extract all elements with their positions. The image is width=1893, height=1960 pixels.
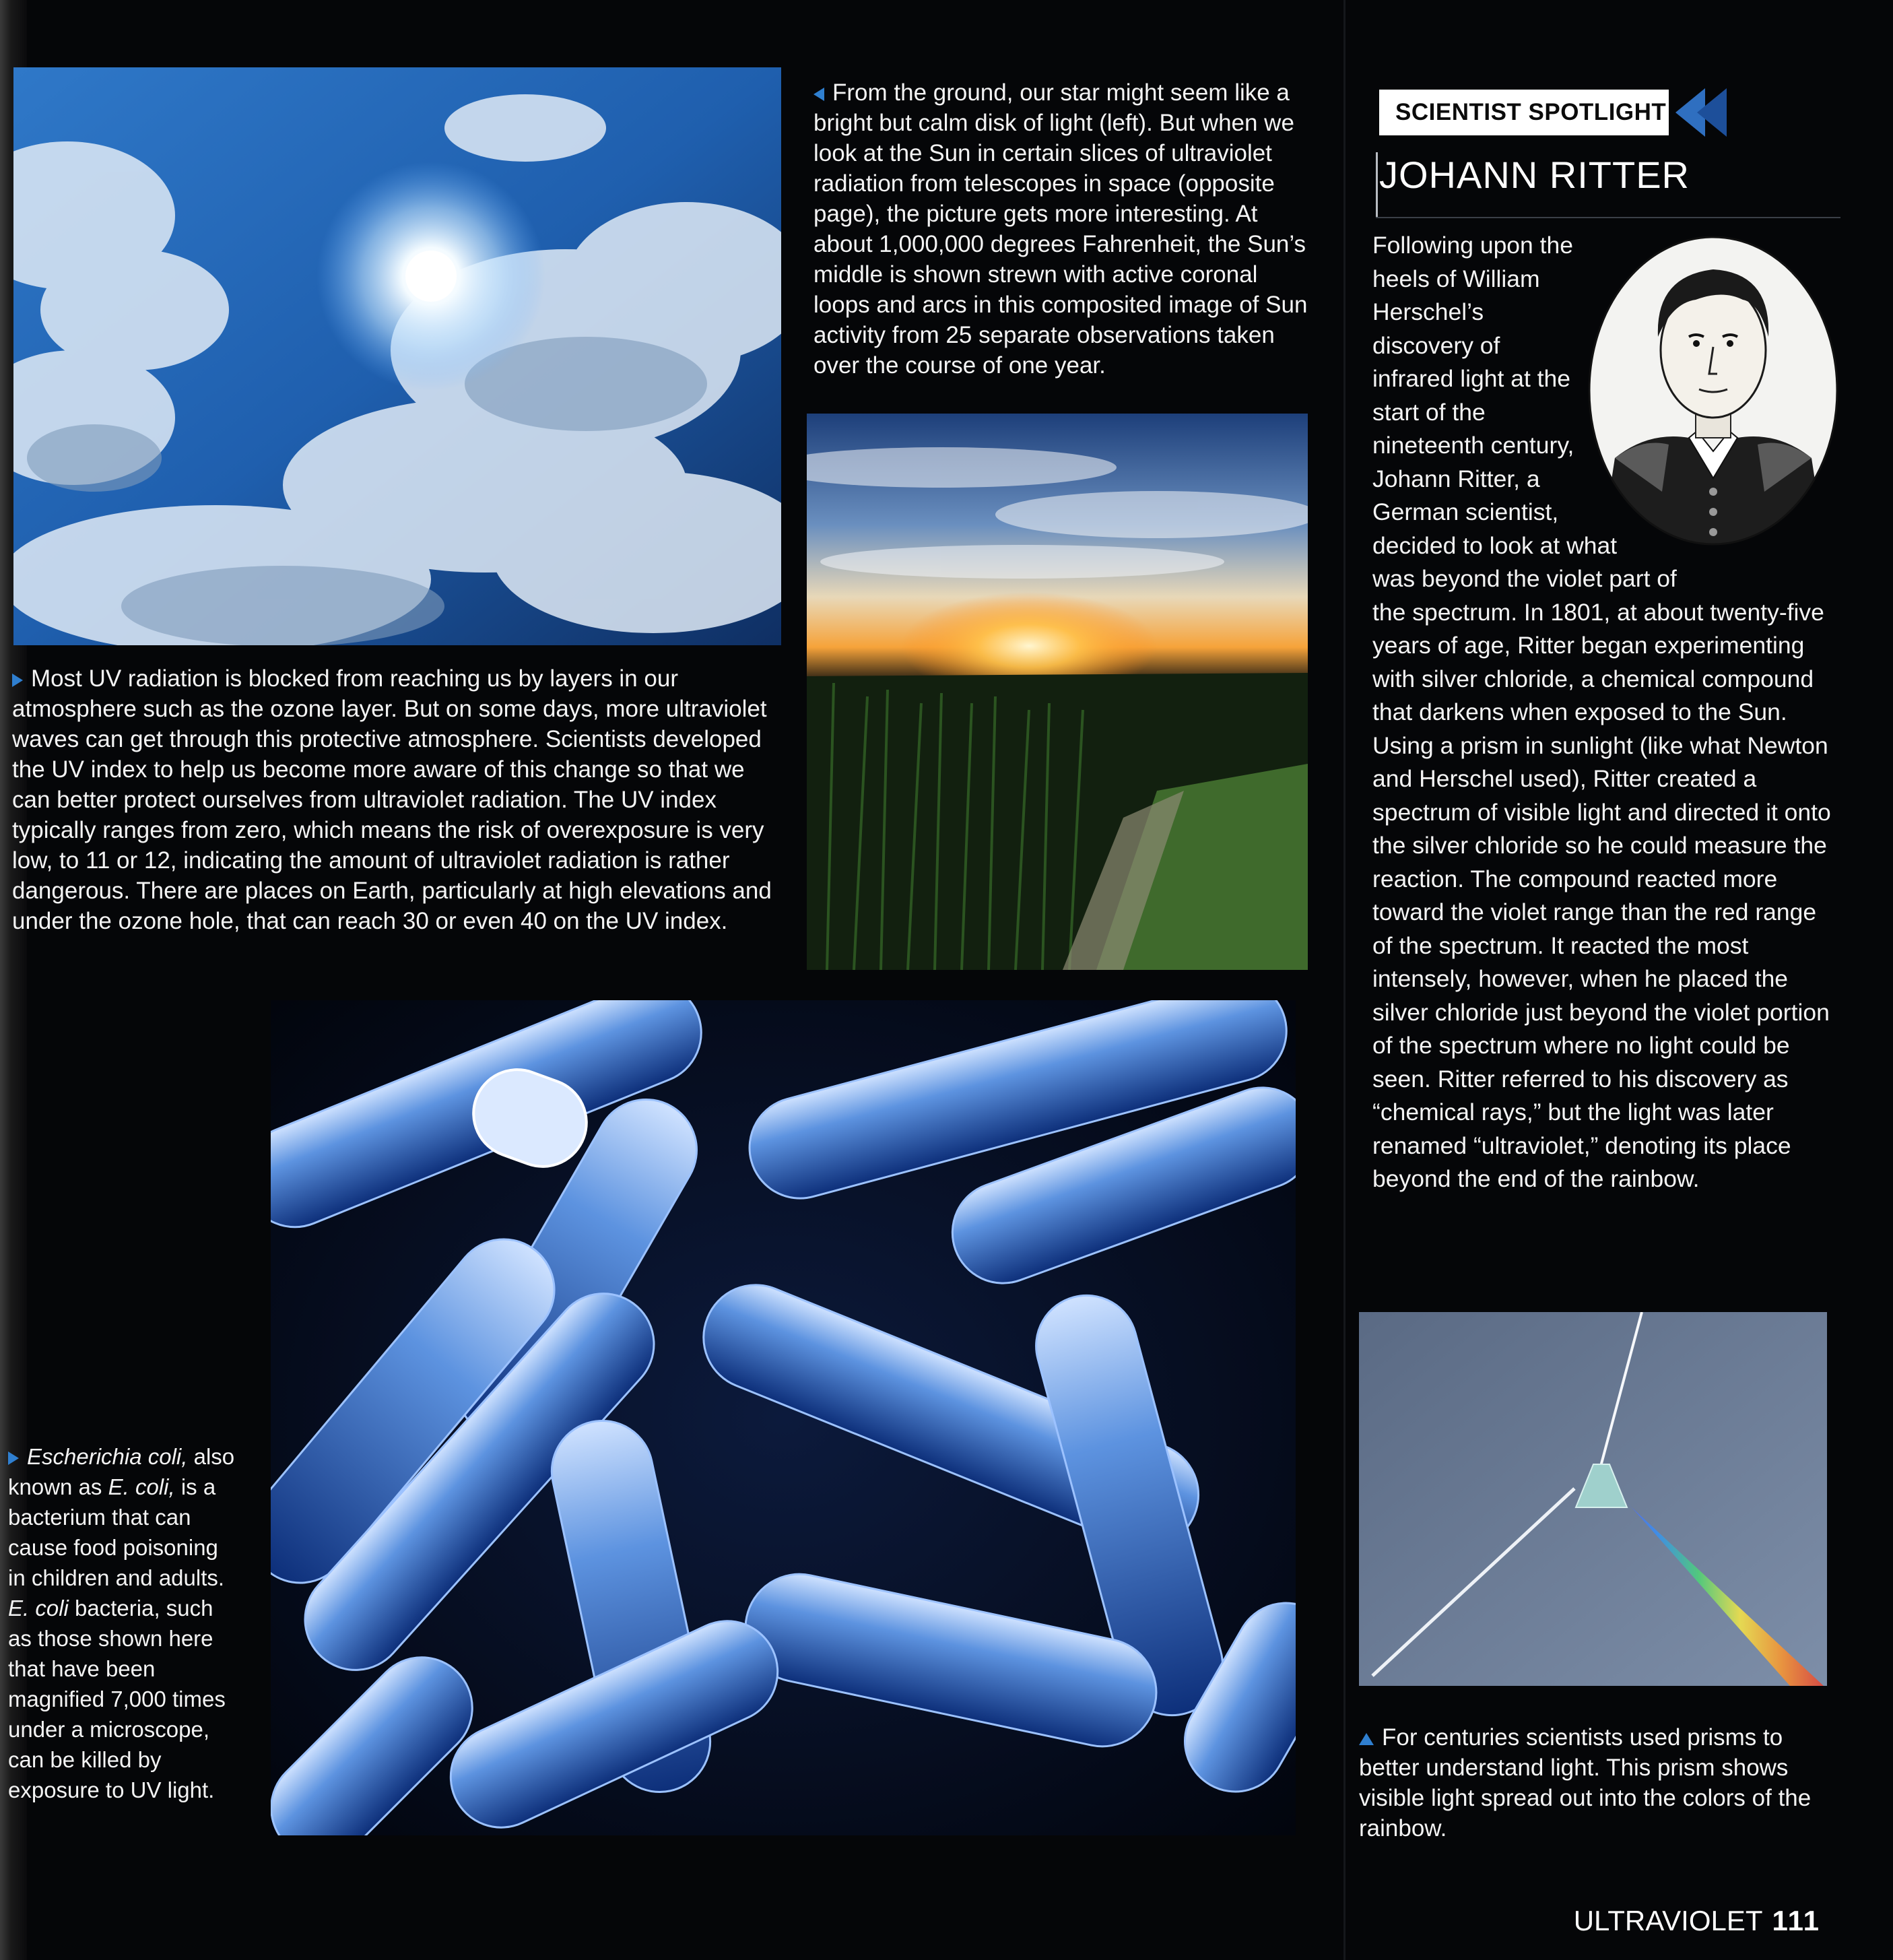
name-rule-horizontal [1376, 217, 1840, 218]
caption-pointer-up-icon [1359, 1733, 1374, 1745]
chevron-left-icon [1697, 88, 1727, 137]
sun-sky-photo [13, 67, 781, 645]
ritter-biography: Following upon the heels of William Herschel’s discovery of infrared light at the start of the nineteenth century, Johann Ritter, a German scientist, decided to look at what was beyond the violet part of the spectrum. In 1801, at about twenty-five years of age, Ritter began experimenting with silver chloride, a chemical compound that darkens when exposed to the Sun. Using a prism in sunlight (like what Newton and Herschel used), Ritter created a spectrum of visible light and directed it onto the silver chloride so he could measure the reaction. The compound reacted more toward the violet range than the red range of the spectrum. It reacted the most intensely, however, when he placed the silver chloride just beyond the violet portion of the spectrum where no light could be seen. Ritter referred to his discovery as “chemical rays,” but the light was later renamed “ultraviolet,” denoting its place beyond the end of the rainbow. [1372, 229, 1837, 1196]
caption-pointer-right-icon [12, 674, 23, 687]
column-divider [1343, 0, 1346, 1960]
page-number: 111 [1772, 1905, 1820, 1936]
sun-caption: From the ground, our star might seem like a bright but calm disk of light (left). But when we look at the Sun in certain slices of ultraviolet radiation from telescopes in space (opposite page), the picture gets more interesting. At about 1,000,000 degrees Fahrenheit, the Sun’s middle is shown strewn with active coronal loops and arcs in this composited image of Sun activity from 25 separate observations taken over the course of one year. [813, 79, 1308, 379]
prism-caption: For centuries scientists used prisms to better understand light. This prism shows visible light spread out into the colors of the rainbow. [1359, 1724, 1812, 1841]
name-rule-vertical [1376, 152, 1378, 217]
caption-pointer-left-icon [813, 88, 824, 101]
ecoli-bacteria-photo [271, 1000, 1296, 1835]
section-title: ULTRAVIOLET [1573, 1905, 1763, 1936]
caption-pointer-right-icon [8, 1451, 19, 1465]
cornfield-sunset-photo [807, 414, 1308, 970]
spotlight-badge: SCIENTIST SPOTLIGHT [1379, 90, 1669, 135]
uv-index-caption: Most UV radiation is blocked from reaching us by layers in our atmosphere such as the ozone layer. But on some days, more ultraviolet waves can get through this protective atmosphere. Scientists developed the UV index to help us become more aware of this change so that we can better protect ourselves from ultraviolet radiation. The UV index typically ranges from zero, which means the risk of overexposure is very low, to 11 or 12, indicating the amount of ultraviolet radiation is rather dangerous. There are places on Earth, particularly at high elevations and under the ozone hole, that can reach 30 or even 40 on the UV index. [12, 665, 772, 934]
ecoli-caption: Escherichia coli, also known as E. coli, is a bacterium that can cause food poisoning in children and adults. E. coli bacteria, such as those shown here that have been magnified 7,000 times under a microscope, can be killed by exposure to UV light. [8, 1444, 235, 1802]
page-footer [1574, 1905, 1820, 1937]
prism-photo [1359, 1312, 1827, 1686]
scientist-name: JOHANN RITTER [1379, 154, 1690, 196]
portrait-text-wrap [1579, 229, 1837, 566]
